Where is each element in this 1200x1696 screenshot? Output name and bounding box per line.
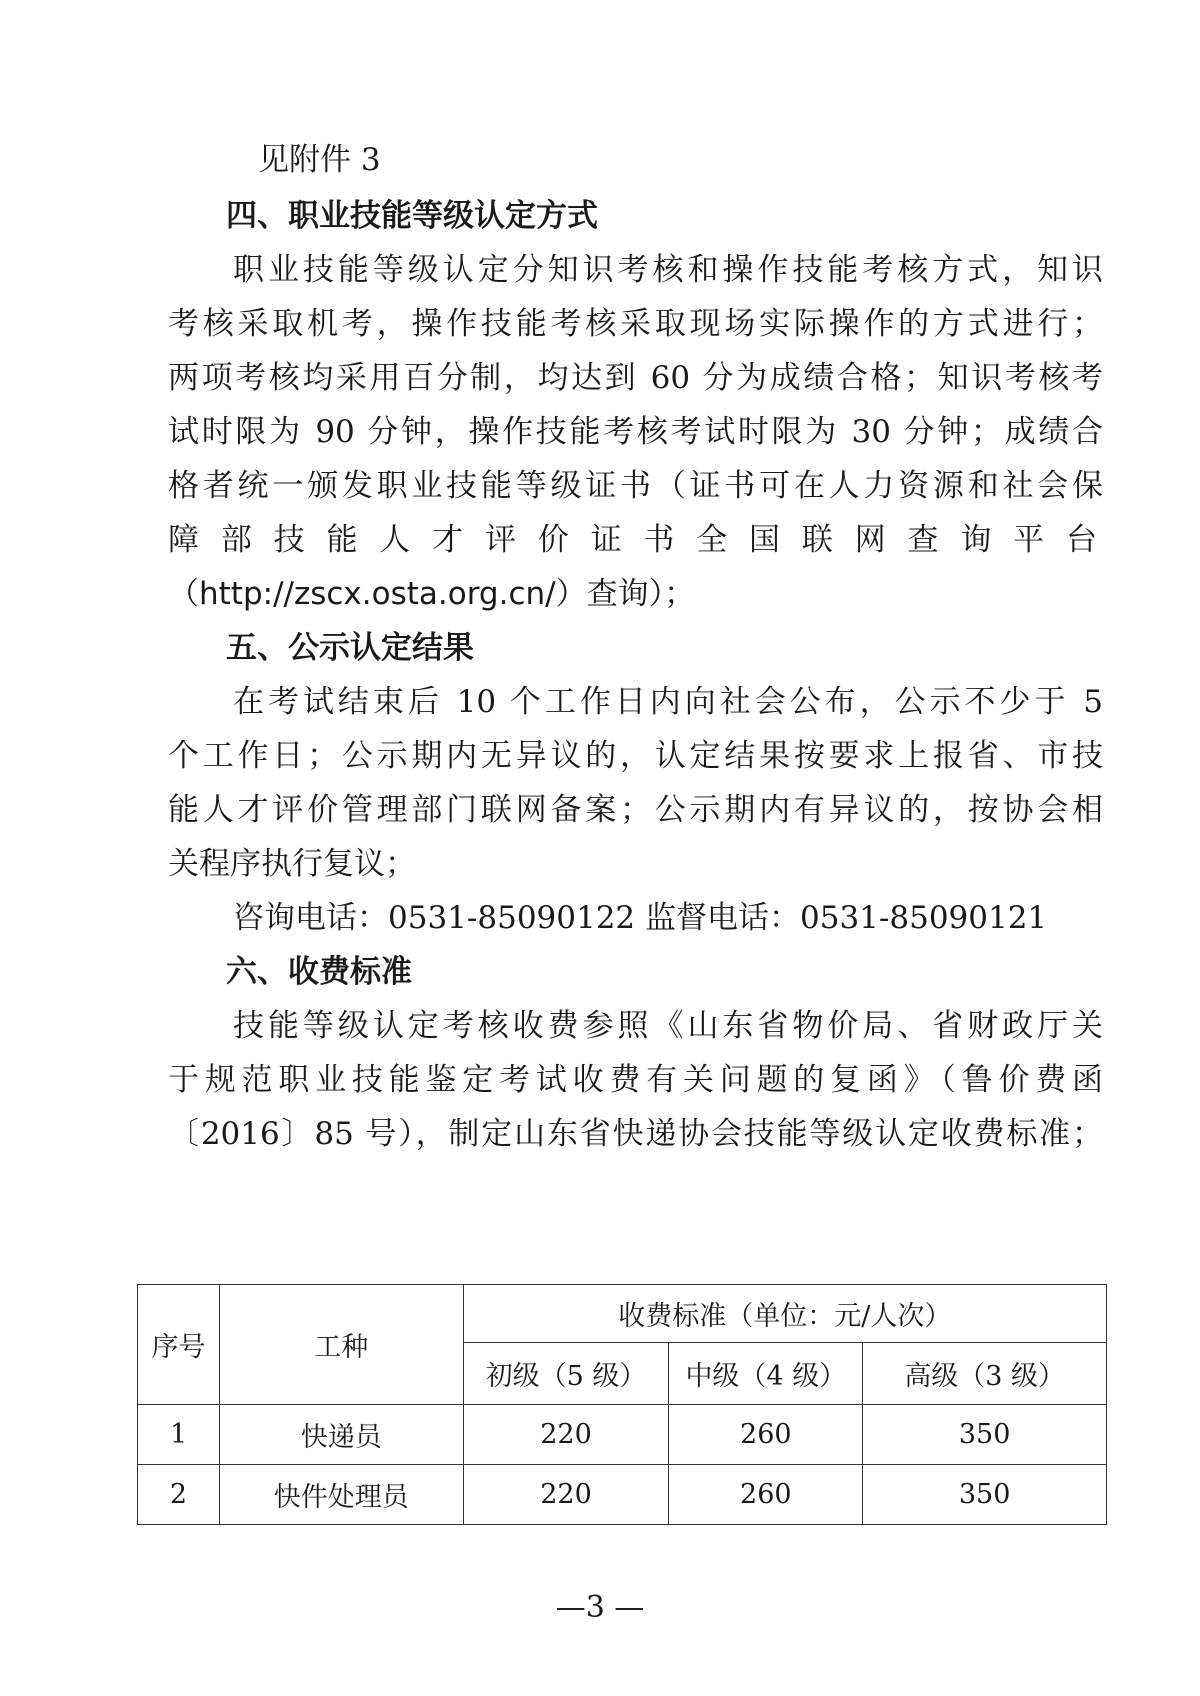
page-number: —3 — (555, 1590, 645, 1625)
query-url-link[interactable]: http://zscx.osta.org.cn/ (199, 576, 556, 612)
row-junior-fee: 220 (463, 1465, 669, 1525)
paren-close: ）查询）； (555, 576, 696, 612)
row-intermediate-fee: 260 (669, 1465, 863, 1525)
header-serial-no: 序号 (138, 1285, 220, 1405)
paragraph-line: 障部技能人才评价证书全国联网查询平台 (168, 522, 1103, 558)
header-intermediate: 中级（4 级） (669, 1343, 863, 1405)
paragraph-line: 能人才评价管理部门联网备案；公示期内有异议的，按协会相 (168, 792, 1103, 828)
paragraph-line: 在考试结束后 10 个工作日内向社会公布，公示不少于 5 (233, 684, 1103, 720)
paragraph-line: 职业技能等级认定分知识考核和操作技能考核方式，知识 (233, 252, 1103, 288)
paragraph-line (168, 574, 695, 614)
paren-open: （ (168, 576, 199, 612)
header-fee-standard: 收费标准（单位：元/人次） (463, 1285, 1106, 1343)
header-senior: 高级（3 级） (863, 1343, 1107, 1405)
section-heading-4: 四、职业技能等级认定方式 (226, 198, 598, 234)
table-row (138, 1465, 1107, 1525)
row-serial-no: 2 (138, 1465, 220, 1525)
paragraph-line: 关程序执行复议； (168, 846, 416, 882)
table-row (138, 1405, 1107, 1465)
row-job-type: 快件处理员 (219, 1465, 463, 1525)
row-senior-fee: 350 (863, 1405, 1107, 1465)
header-junior: 初级（5 级） (463, 1343, 669, 1405)
paragraph-line: 技能等级认定考核收费参照《山东省物价局、省财政厅关 (233, 1008, 1103, 1044)
paragraph-line: 两项考核均采用百分制，均达到 60 分为成绩合格；知识考核考 (168, 360, 1103, 396)
paragraph-line: 试时限为 90 分钟，操作技能考核考试时限为 30 分钟；成绩合 (168, 414, 1103, 450)
row-serial-no: 1 (138, 1405, 220, 1465)
row-intermediate-fee: 260 (669, 1405, 863, 1465)
paragraph-line: 格者统一颁发职业技能等级证书（证书可在人力资源和社会保 (168, 468, 1103, 504)
row-junior-fee: 220 (463, 1405, 669, 1465)
row-senior-fee: 350 (863, 1465, 1107, 1525)
section-heading-6: 六、收费标准 (226, 954, 412, 990)
contact-phones: 咨询电话：0531-85090122 监督电话：0531-85090121 (233, 900, 1048, 936)
row-job-type: 快递员 (219, 1405, 463, 1465)
paragraph-line: 〔2016〕85 号），制定山东省快递协会技能等级认定收费标准； (168, 1116, 1103, 1152)
fee-standard-table (137, 1284, 1107, 1525)
header-job-type: 工种 (219, 1285, 463, 1405)
attachment-reference: 见附件 3 (258, 142, 381, 178)
paragraph-line: 考核采取机考，操作技能考核采取现场实际操作的方式进行； (168, 306, 1103, 342)
section-heading-5: 五、公示认定结果 (226, 630, 474, 666)
paragraph-line: 于规范职业技能鉴定考试收费有关问题的复函》（鲁价费函 (168, 1062, 1103, 1098)
paragraph-line: 个工作日；公示期内无异议的，认定结果按要求上报省、市技 (168, 738, 1103, 774)
